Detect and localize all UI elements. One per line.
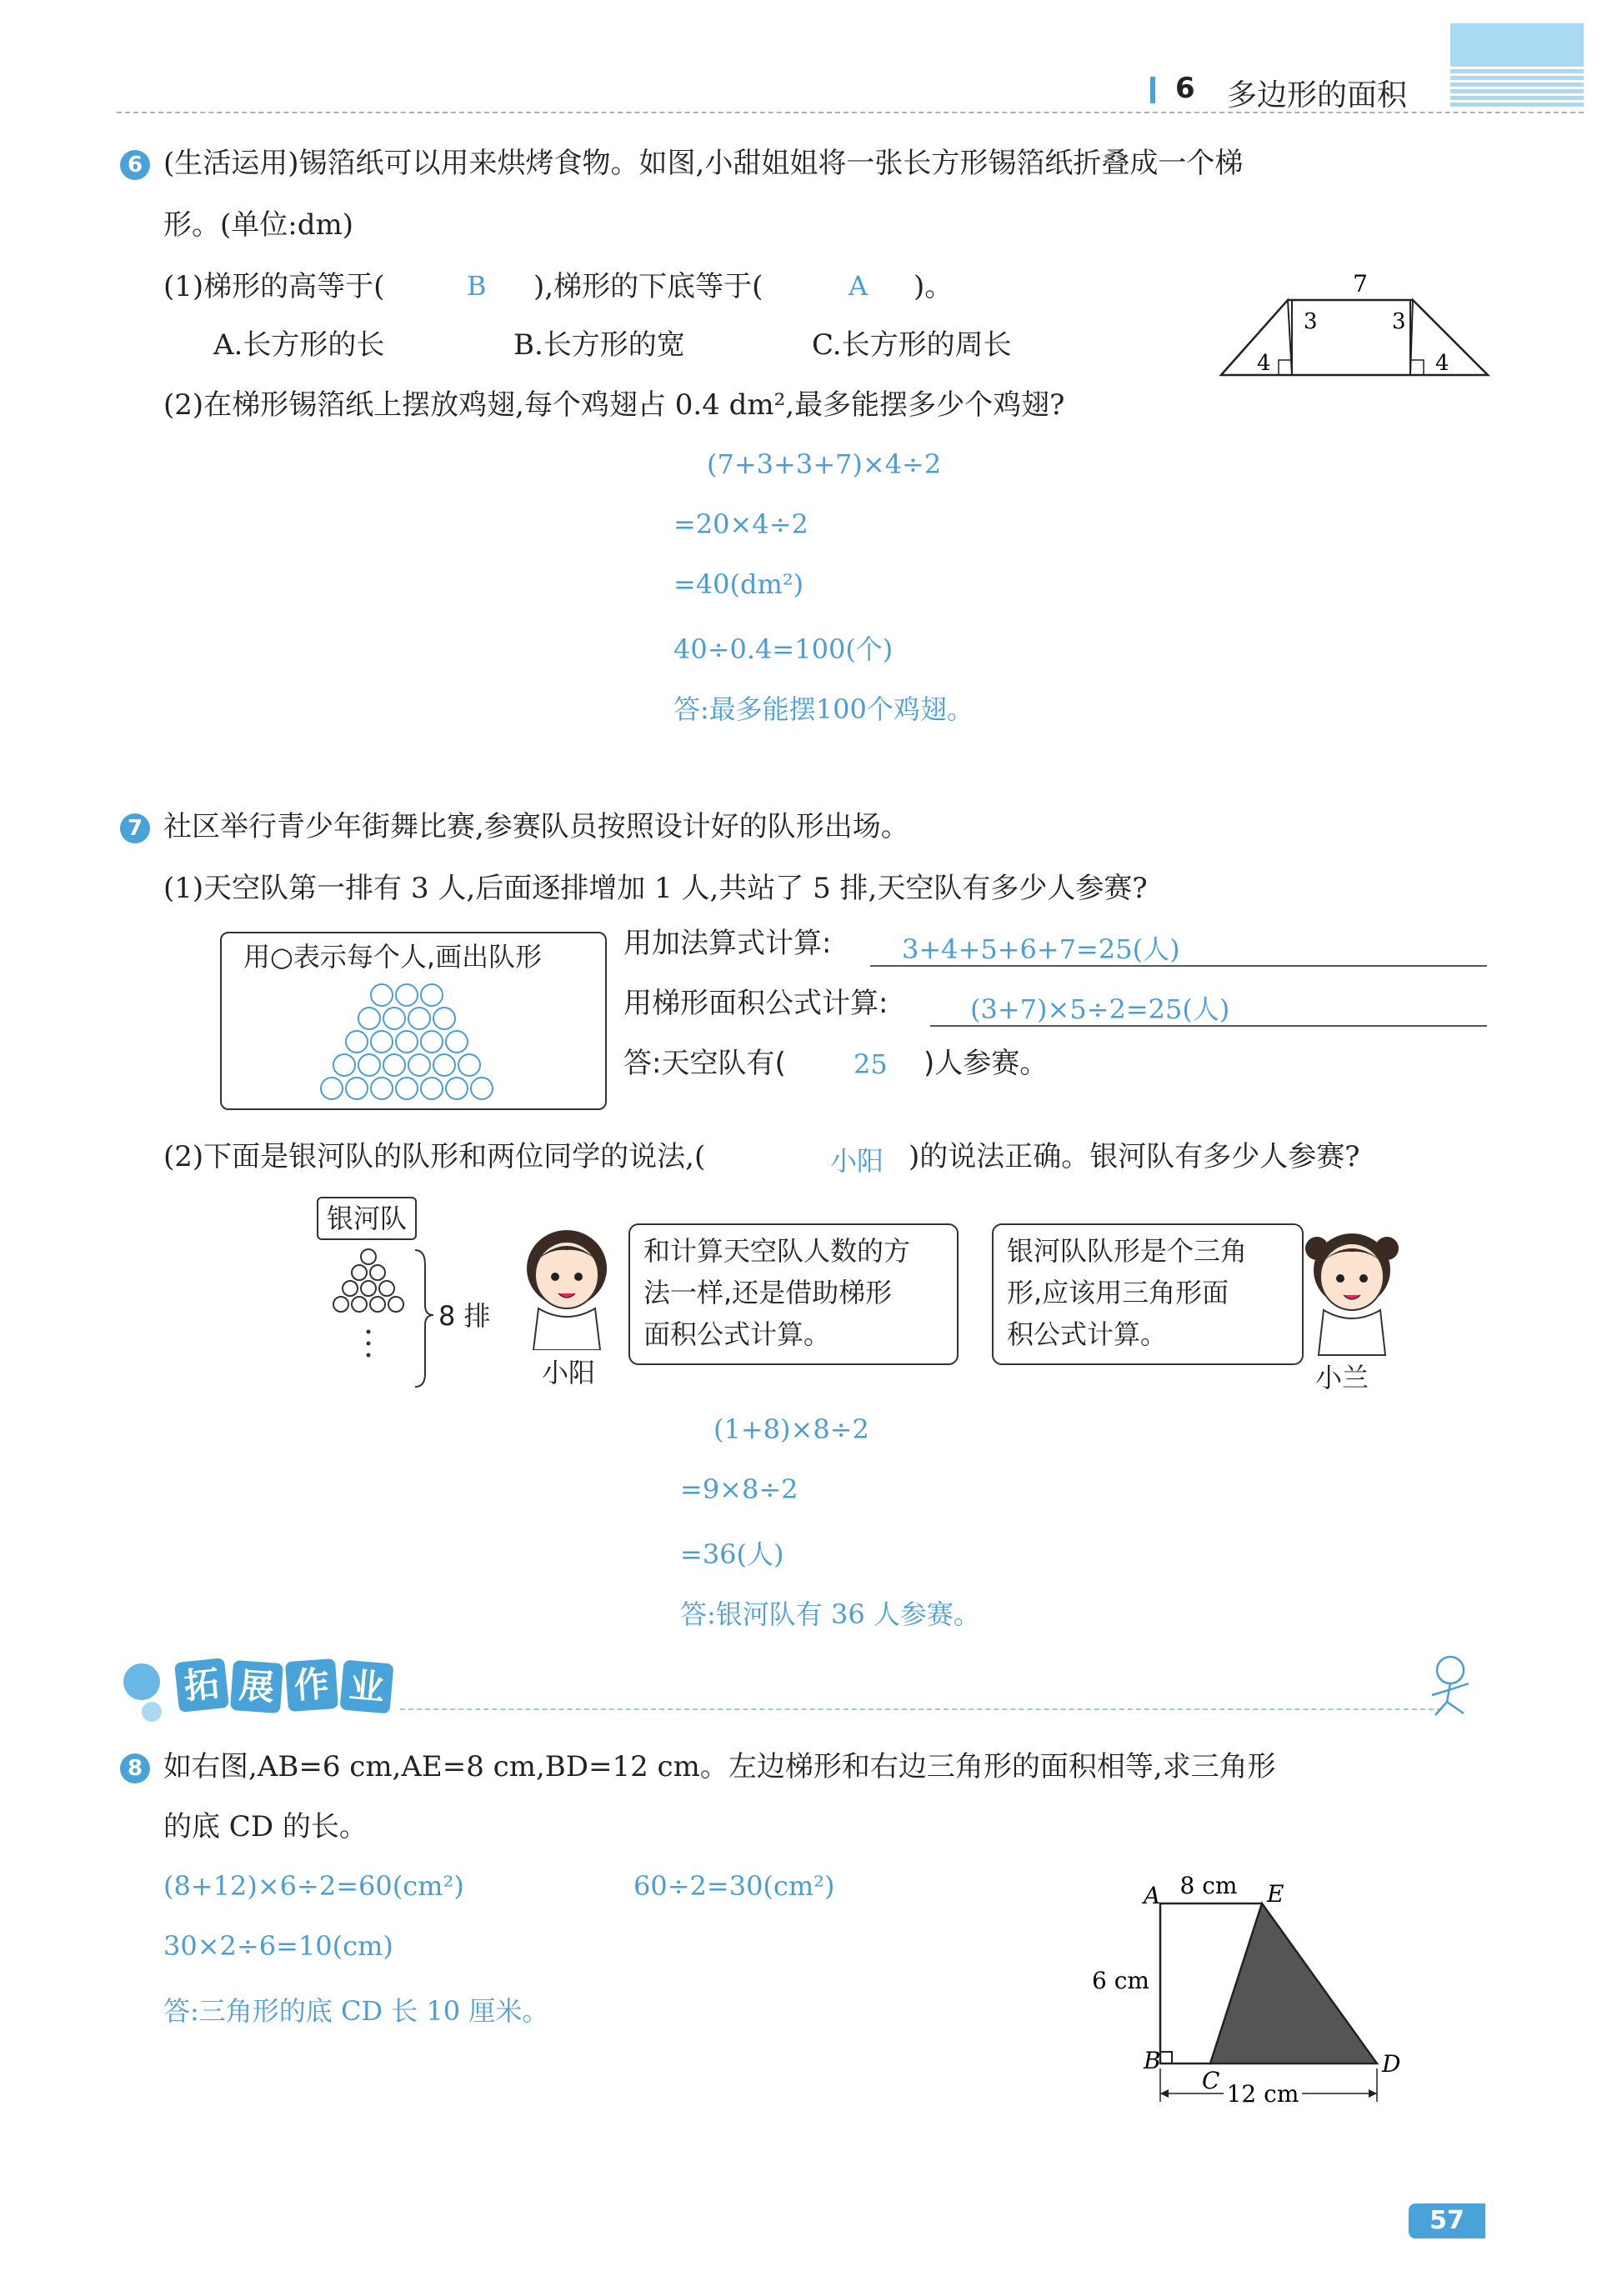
q6-option-c: C.长方形的周长: [812, 328, 1012, 362]
q6-solution-2: =20×4÷2: [673, 508, 809, 540]
xiaoyang-speech-bubble: [628, 1223, 959, 1365]
q7-addition-underline: [870, 965, 1487, 967]
header-stripes: [1450, 67, 1584, 103]
fig-label-7: 7: [1353, 270, 1368, 298]
fig-point-a: A: [1144, 1882, 1161, 1909]
extension-divider: [400, 1708, 1442, 1710]
xiaoyang-say-2: 法一样,还是借助梯形: [643, 1277, 893, 1308]
q8-solution-2: 60÷2=30(cm²): [633, 1870, 835, 1902]
q7-trapezoid-underline: [930, 1025, 1487, 1027]
q7-text-line1: 社区举行青少年街舞比赛,参赛队员按照设计好的队形出场。: [163, 810, 909, 843]
q8-solution-3: 30×2÷6=10(cm): [163, 1930, 393, 1962]
fig-point-c: C: [1202, 2067, 1220, 2094]
q6-part1-answer-1: B: [467, 270, 487, 302]
q6-part1-b: ),梯形的下底等于(: [533, 270, 763, 303]
question-number-7: 7: [120, 813, 150, 843]
xiaolan-speech-bubble: [992, 1223, 1304, 1365]
q6-solution-3: =40(dm²): [673, 568, 804, 600]
q7-answer-a: 答:天空队有(: [623, 1047, 786, 1080]
extension-char-4: 业: [339, 1659, 393, 1713]
page-number: 57: [1409, 2203, 1485, 2238]
q7-answer-b: )人参赛。: [924, 1047, 1049, 1080]
q8-solution-1: (8+12)×6÷2=60(cm²): [163, 1870, 464, 1902]
q7-drawing-box: [220, 932, 607, 1110]
question-number-6: 6: [120, 150, 150, 180]
fig-label-3-left: 3: [1304, 309, 1318, 334]
fig-point-e: E: [1267, 1880, 1284, 1908]
q6-part1-answer-2: A: [849, 270, 869, 302]
q8-solution-4: 答:三角形的底 CD 长 10 厘米。: [163, 1995, 549, 2027]
q7-part1: (1)天空队第一排有 3 人,后面逐排增加 1 人,共站了 5 排,天空队有多少人参赛?: [163, 872, 1148, 905]
running-figure-icon: [1417, 1653, 1492, 1720]
q6-option-a: A.长方形的长: [213, 328, 385, 362]
yinhe-label: 银河队: [317, 1197, 417, 1240]
q8-text-line1: 如右图,AB=6 cm,AE=8 cm,BD=12 cm。左边梯形和右边三角形的面积相等,求三角形: [163, 1750, 1276, 1783]
q7-answer-value: 25: [854, 1048, 888, 1080]
q7-part2-b: )的说法正确。银河队有多少人参赛?: [909, 1140, 1360, 1173]
q7-part2-a: (2)下面是银河队的队形和两位同学的说法,(: [163, 1140, 706, 1173]
fig-point-d: D: [1382, 2050, 1401, 2078]
q7-drawing-box-title: 用○表示每个人,画出队形: [243, 941, 543, 973]
xiaoyang-name: 小阳: [542, 1357, 596, 1388]
extension-bubble-small: [142, 1702, 162, 1722]
xiaoyang-say-1: 和计算天空队人数的方: [643, 1235, 911, 1267]
xiaolan-say-3: 积公式计算。: [1007, 1318, 1168, 1350]
q7-part2-answer: 小阳: [830, 1145, 884, 1177]
fig-length-bottom: 12 cm: [1226, 2080, 1299, 2108]
q6-part1-a: (1)梯形的高等于(: [163, 270, 385, 303]
q6-text-line2: 形。(单位:dm): [163, 208, 353, 242]
xiaolan-avatar: [1299, 1225, 1407, 1358]
header-divider: [117, 112, 1584, 113]
q6-solution-1: (7+3+3+7)×4÷2: [707, 448, 942, 480]
yinhe-formation: [308, 1248, 458, 1390]
xiaoyang-avatar: [513, 1225, 622, 1350]
q6-option-b: B.长方形的宽: [513, 328, 685, 362]
extension-char-2: 展: [230, 1660, 283, 1713]
fig-length-left: 6 cm: [1092, 1967, 1149, 1994]
chapter-title: 多边形的面积: [1227, 78, 1408, 113]
q7-trapezoid-answer: (3+7)×5÷2=25(人): [970, 993, 1230, 1025]
q6-part1-c: )。: [914, 270, 954, 303]
question-number-8: 8: [120, 1753, 150, 1783]
extension-char-3: 作: [285, 1658, 338, 1712]
q7-solution-1: (1+8)×8÷2: [713, 1413, 869, 1445]
rows-label: 8 排: [438, 1300, 491, 1332]
fig-label-4-left: 4: [1257, 351, 1271, 376]
xiaolan-say-1: 银河队队形是个三角: [1007, 1235, 1248, 1267]
fig-label-3-right: 3: [1392, 309, 1406, 334]
chapter-number: 6: [1175, 72, 1195, 105]
q7-solution-3: =36(人): [680, 1538, 784, 1570]
q6-trapezoid-figure: [1217, 267, 1500, 383]
q6-solution-5: 答:最多能摆100个鸡翅。: [673, 693, 974, 725]
q6-solution-4: 40÷0.4=100(个): [673, 633, 894, 665]
fig-point-b: B: [1144, 2047, 1161, 2074]
fig-length-top: 8 cm: [1179, 1872, 1238, 1899]
q7-addition-answer: 3+4+5+6+7=25(人): [902, 933, 1180, 965]
q7-solution-2: =9×8÷2: [680, 1473, 798, 1505]
header-bar: [1150, 77, 1155, 103]
q8-text-line2: 的底 CD 的长。: [163, 1810, 368, 1843]
q6-part2: (2)在梯形锡箔纸上摆放鸡翅,每个鸡翅占 0.4 dm²,最多能摆多少个鸡翅?: [163, 388, 1065, 422]
q6-text-line1: (生活运用)锡箔纸可以用来烘烤食物。如图,小甜姐姐将一张长方形锡箔纸折叠成一个梯: [163, 147, 1244, 180]
xiaoyang-say-3: 面积公式计算。: [643, 1318, 831, 1350]
xiaolan-say-2: 形,应该用三角形面: [1007, 1277, 1229, 1308]
extension-bubble-large: [123, 1663, 160, 1700]
q7-circle-formation: [288, 982, 530, 1107]
fig-label-4-right: 4: [1435, 351, 1449, 376]
extension-char-1: 拓: [174, 1658, 229, 1713]
q7-trapezoid-label: 用梯形面积公式计算:: [623, 987, 889, 1020]
xiaolan-name: 小兰: [1315, 1362, 1369, 1393]
q7-addition-label: 用加法算式计算:: [623, 927, 832, 960]
q8-geometry-figure: [1084, 1863, 1500, 2113]
q7-solution-4: 答:银河队有 36 人参赛。: [680, 1598, 980, 1630]
